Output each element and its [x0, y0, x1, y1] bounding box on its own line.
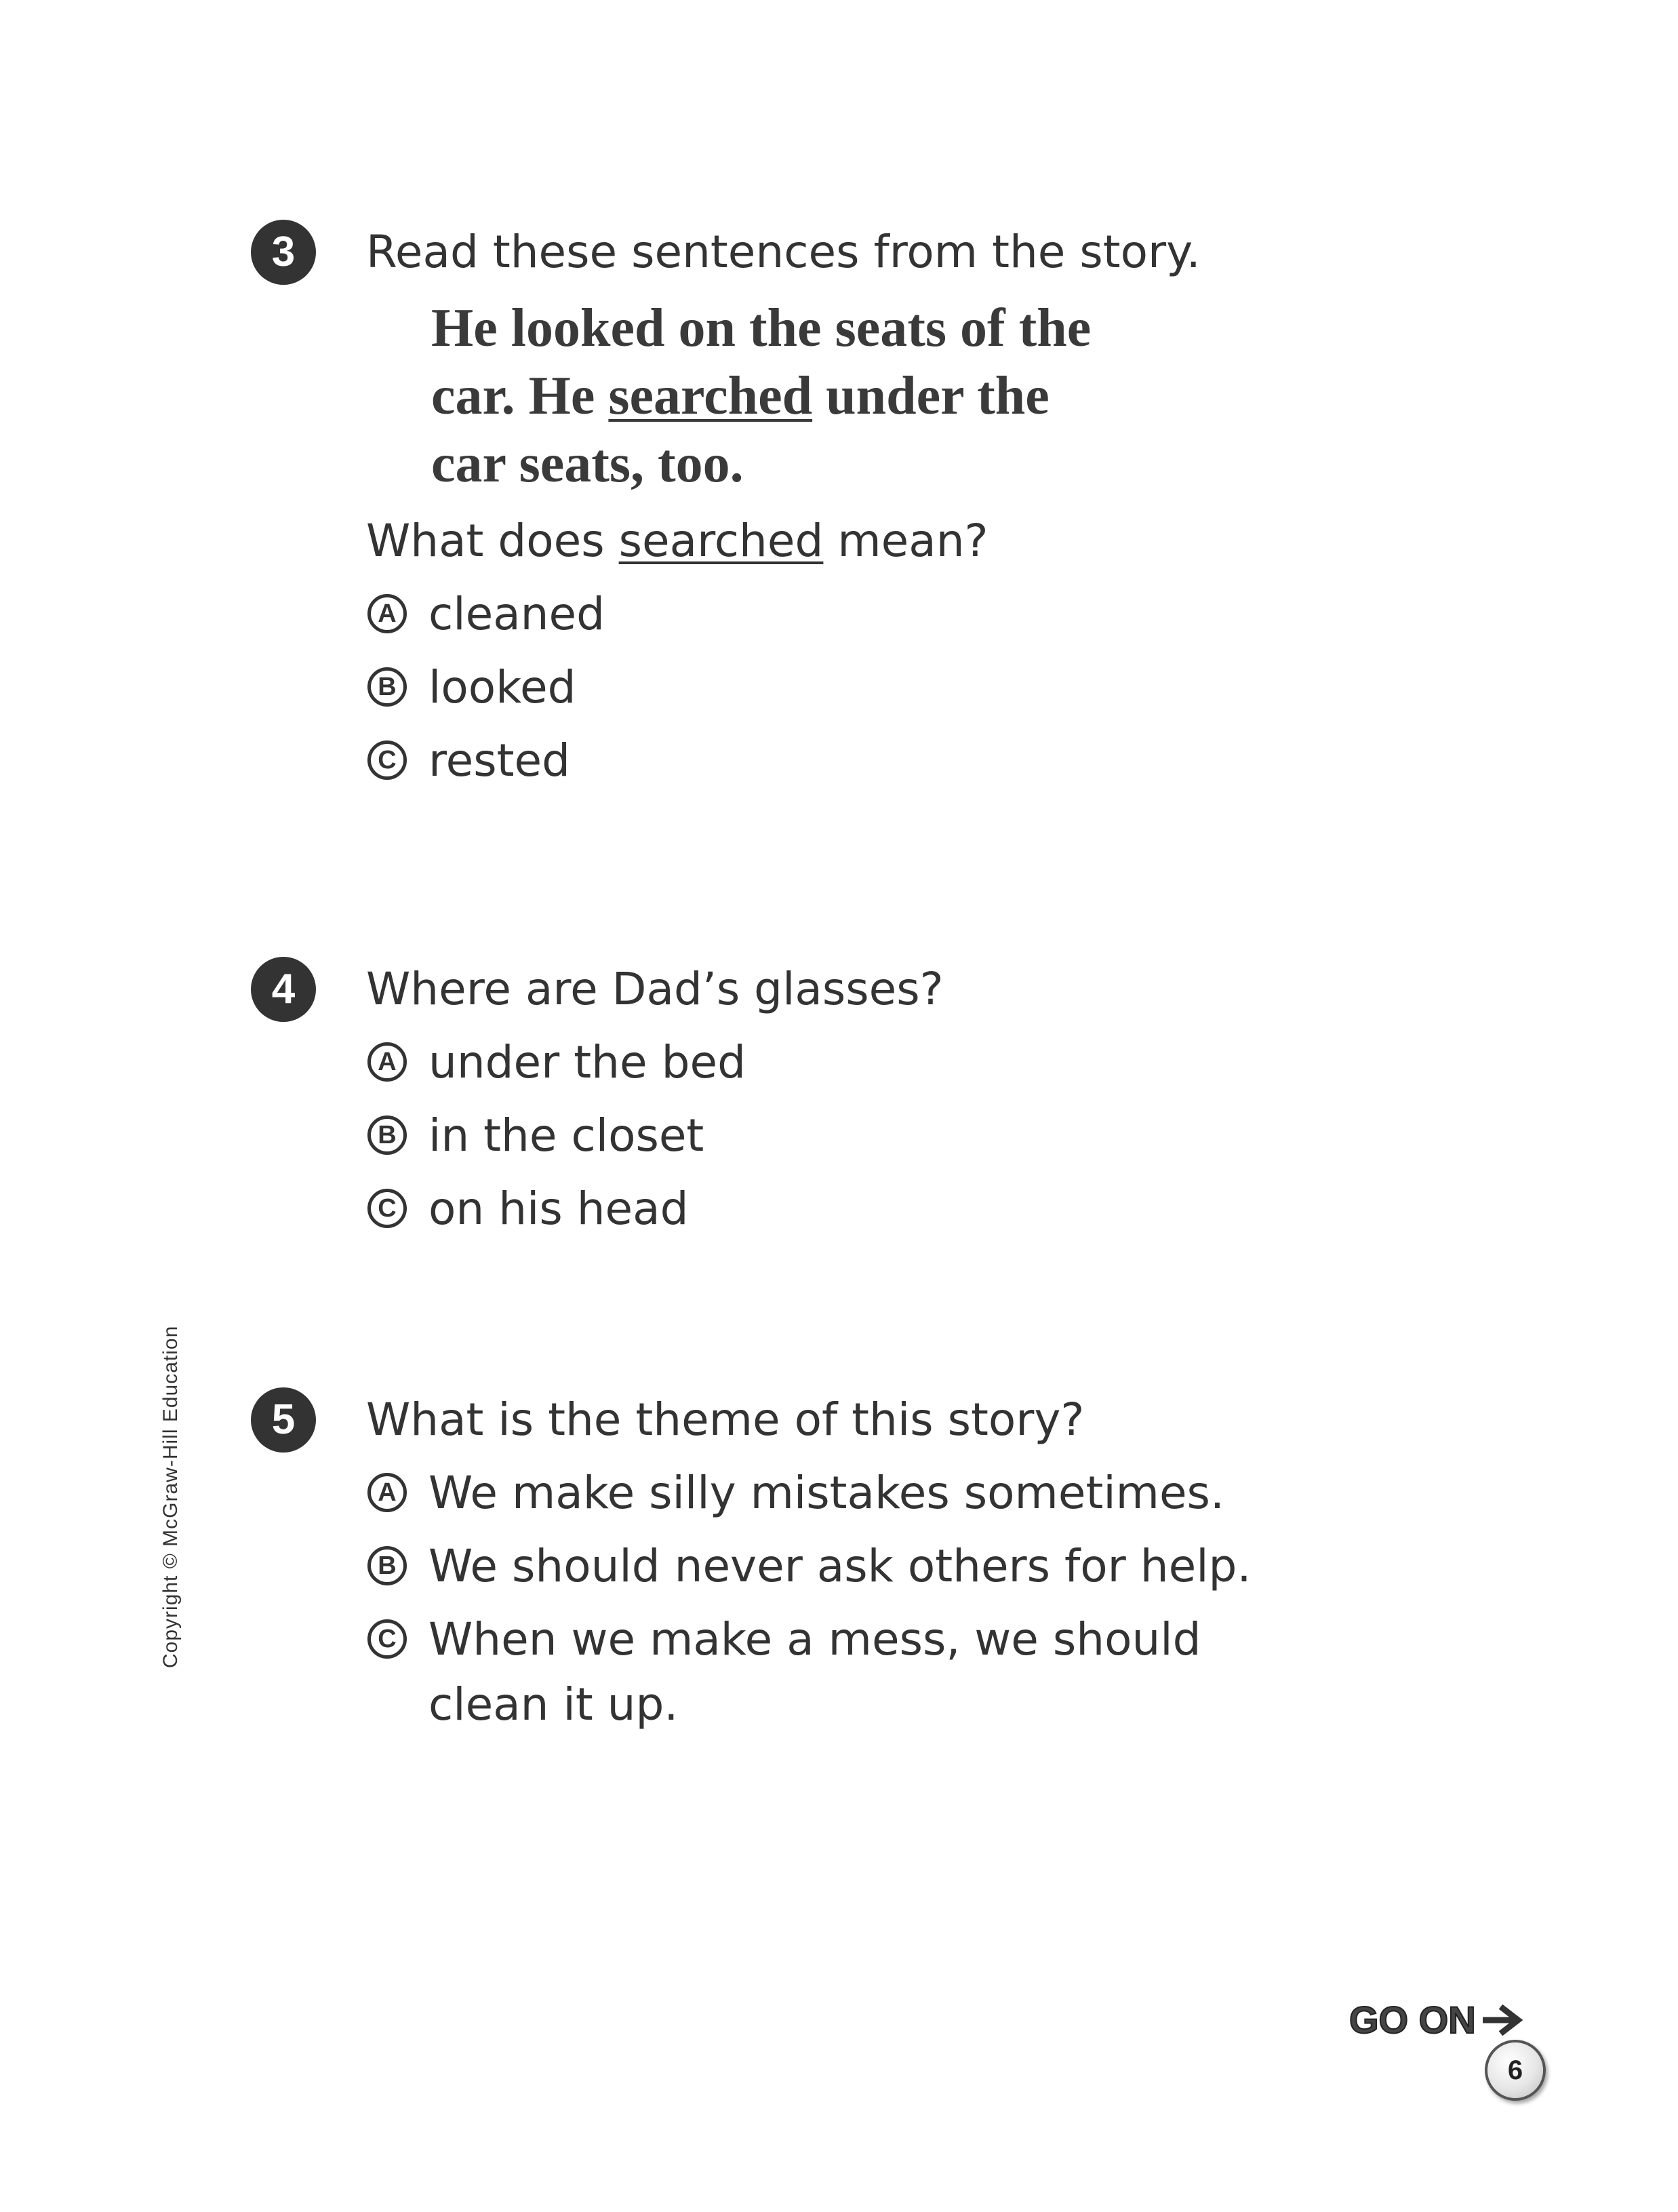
question-body	[366, 1383, 1397, 1737]
story-excerpt	[431, 294, 1397, 498]
answer-text: looked	[428, 661, 576, 713]
answer-text: rested	[428, 734, 571, 787]
answer-text: When we make a mess, we should clean it up.	[428, 1613, 1201, 1731]
answer-bubble-b[interactable]: B	[367, 1546, 407, 1585]
answer-bubble-c[interactable]: C	[367, 740, 407, 780]
answer-text: We should never ask others for help.	[428, 1540, 1252, 1592]
answer-bubble-b[interactable]: B	[367, 1115, 407, 1155]
go-on-label: GO ON	[1349, 1998, 1476, 2041]
question-body	[366, 216, 1397, 797]
excerpt-line-3: car seats, too.	[431, 434, 744, 494]
excerpt-text: car. He	[431, 366, 609, 426]
answer-option-b[interactable]	[366, 1099, 1397, 1172]
answer-option-c[interactable]	[366, 1172, 1397, 1246]
underlined-word: searched	[608, 366, 813, 426]
page-number-badge: 6	[1485, 2040, 1546, 2101]
answer-text: in the closet	[428, 1109, 704, 1162]
answer-options	[366, 578, 1397, 797]
question-number-badge: 5	[251, 1387, 316, 1453]
question-prompt: What is the theme of this story?	[366, 1394, 1085, 1446]
answer-option-c[interactable]	[366, 724, 1397, 797]
answer-option-b[interactable]	[366, 651, 1397, 724]
answer-text: on his head	[428, 1183, 689, 1235]
answer-option-b[interactable]	[366, 1530, 1397, 1603]
question-number-badge: 4	[251, 957, 316, 1022]
answer-bubble-c[interactable]: C	[367, 1189, 407, 1228]
question-text-part: What does	[366, 515, 619, 567]
underlined-word: searched	[618, 515, 824, 567]
answer-bubble-a[interactable]: A	[367, 1473, 407, 1512]
question-text	[366, 505, 1397, 578]
answer-option-c[interactable]	[366, 1603, 1397, 1737]
answer-text: We make silly mistakes sometimes.	[428, 1467, 1224, 1519]
question-number-badge: 3	[251, 220, 316, 285]
question-body	[366, 953, 1397, 1246]
question-prompt: Where are Dad’s glasses?	[366, 963, 944, 1015]
answer-bubble-c[interactable]: C	[367, 1619, 407, 1659]
answer-bubble-a[interactable]: A	[367, 594, 407, 633]
answer-text: under the bed	[428, 1036, 746, 1088]
answer-options	[366, 1457, 1397, 1737]
question-text-part: mean?	[823, 515, 988, 567]
answer-bubble-b[interactable]: B	[367, 667, 407, 707]
answer-options	[366, 1026, 1397, 1246]
right-arrow-icon	[1483, 1998, 1523, 2042]
answer-option-a[interactable]	[366, 1026, 1397, 1099]
answer-option-a[interactable]	[366, 578, 1397, 651]
excerpt-line-2	[431, 362, 1397, 430]
excerpt-text: under the	[812, 366, 1050, 426]
excerpt-line-1: He looked on the seats of the	[431, 298, 1092, 358]
copyright-notice: Copyright © McGraw-Hill Education	[159, 1325, 182, 1668]
answer-bubble-a[interactable]: A	[367, 1042, 407, 1082]
answer-text: cleaned	[428, 588, 605, 640]
question-prompt: Read these sentences from the story.	[366, 226, 1201, 278]
go-on-indicator	[1349, 1998, 1523, 2042]
answer-option-a[interactable]	[366, 1457, 1397, 1530]
